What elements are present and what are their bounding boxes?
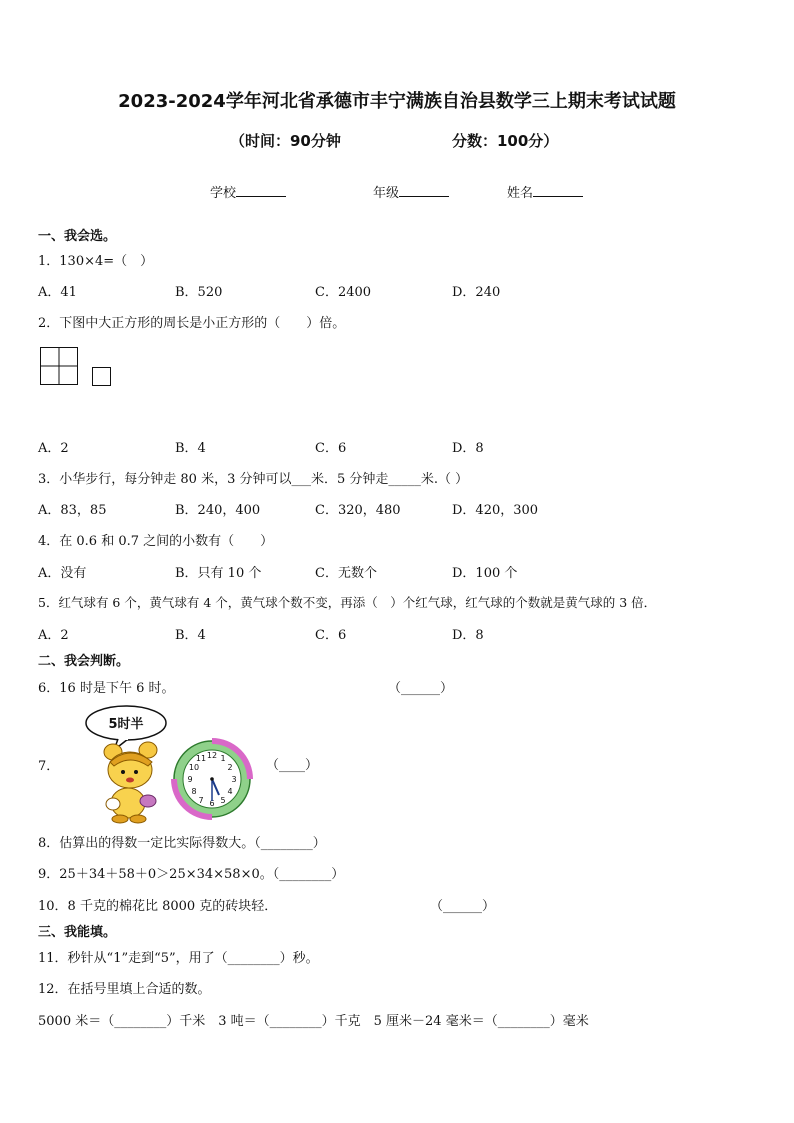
exam-score: 分数：100分）: [452, 132, 559, 150]
question-10: 10．8 千克的棉花比 8000 克的砖块轻．: [38, 899, 278, 914]
question-1: 1．130×4=（ ）: [38, 254, 154, 269]
school-blank[interactable]: [236, 184, 286, 197]
q7-answer-blank[interactable]: （____）: [266, 758, 319, 773]
q5-option-b[interactable]: B．4: [175, 628, 206, 643]
exam-time: （时间：90分钟: [230, 132, 341, 150]
q2-option-b[interactable]: B．4: [175, 441, 206, 456]
q2-option-c[interactable]: C．6: [315, 441, 347, 456]
q3-option-d[interactable]: D．420，300: [452, 503, 539, 518]
question-2: 2．下图中大正方形的周长是小正方形的（ ）倍。: [38, 316, 346, 331]
clock-num-12: 12: [206, 751, 218, 760]
grade-label: 年级: [373, 186, 400, 201]
school-field[interactable]: [210, 182, 286, 201]
q1-option-d[interactable]: D．240: [452, 285, 501, 300]
name-label: 姓名: [507, 186, 534, 201]
question-12: 12．在括号里填上合适的数。: [38, 982, 211, 997]
school-label: 学校: [210, 186, 237, 201]
clock-num-5: 5: [220, 796, 226, 805]
name-blank[interactable]: [533, 184, 583, 197]
clock-num-9: 9: [187, 775, 193, 784]
q5-option-c[interactable]: C．6: [315, 628, 347, 643]
q5-option-a[interactable]: A．2: [38, 628, 69, 643]
clock-num-2: 2: [227, 763, 233, 772]
grade-blank[interactable]: [399, 184, 449, 197]
clock-num-3: 3: [231, 775, 237, 784]
q3-option-b[interactable]: B．240，400: [175, 503, 261, 518]
question-4: 4．在 0.6 和 0.7 之间的小数有（ ）: [38, 534, 274, 549]
page-title: 2023-2024学年河北省承德市丰宁满族自治县数学三上期末考试试题: [118, 91, 676, 112]
q10-answer-blank[interactable]: （______）: [430, 899, 496, 914]
question-7-number: 7．: [38, 759, 60, 774]
q4-option-b[interactable]: B．只有 10 个: [175, 566, 262, 581]
q2-option-d[interactable]: D．8: [452, 441, 484, 456]
q1-option-a[interactable]: A．41: [38, 285, 77, 300]
grade-field[interactable]: [373, 182, 449, 201]
section-1-title: 一、我会选。: [38, 229, 117, 244]
q4-option-c[interactable]: C．无数个: [315, 566, 377, 581]
section-3-title: 三、我能填。: [38, 925, 117, 940]
clock-num-4: 4: [227, 787, 233, 796]
q1-option-c[interactable]: C．2400: [315, 285, 372, 300]
q7-illustration: [78, 700, 258, 825]
name-field[interactable]: [507, 182, 583, 201]
clock-num-1: 1: [220, 754, 226, 763]
question-5: 5．红气球有 6 个，黄气球有 4 个，黄气球个数不变，再添（ ）个红气球，红气球的个数就是黄气球的 3 倍．: [38, 595, 657, 610]
question-6: 6．16 时是下午 6 时。: [38, 681, 175, 696]
square-figure: [40, 347, 115, 387]
question-3: 3．小华步行，每分钟走 80 米，3 分钟可以___米．5 分钟走_____米.（ ）: [38, 472, 469, 487]
q4-option-d[interactable]: D．100 个: [452, 566, 518, 581]
q6-answer-blank[interactable]: （______）: [388, 681, 454, 696]
q1-option-b[interactable]: B．520: [175, 285, 223, 300]
clock-num-11: 11: [195, 754, 207, 763]
q5-option-d[interactable]: D．8: [452, 628, 484, 643]
clock-num-6: 6: [209, 799, 215, 808]
clock-num-10: 10: [188, 763, 200, 772]
q3-option-a[interactable]: A．83，85: [38, 503, 107, 518]
question-11: 11．秒针从“1”走到“5”，用了（________）秒。: [38, 951, 319, 966]
bubble-text: 5时半: [108, 717, 144, 732]
clock-num-8: 8: [191, 787, 197, 796]
q4-option-a[interactable]: A．没有: [38, 566, 87, 581]
clock-num-7: 7: [198, 796, 204, 805]
q2-option-a[interactable]: A．2: [38, 441, 69, 456]
q3-option-c[interactable]: C．320，480: [315, 503, 401, 518]
small-square: [93, 368, 111, 386]
question-8: 8．估算出的得数一定比实际得数大。（________）: [38, 836, 326, 851]
q12-fill-line: 5000 米＝（________）千米 3 吨＝（________）千克 5 厘米－24 毫米＝（________）毫米: [38, 1014, 589, 1029]
mouse-character-icon: [104, 742, 157, 823]
clock-icon: [174, 741, 250, 817]
section-2-title: 二、我会判断。: [38, 654, 130, 669]
question-9: 9．25＋34＋58＋0＞25×34×58×0。（________）: [38, 867, 345, 882]
